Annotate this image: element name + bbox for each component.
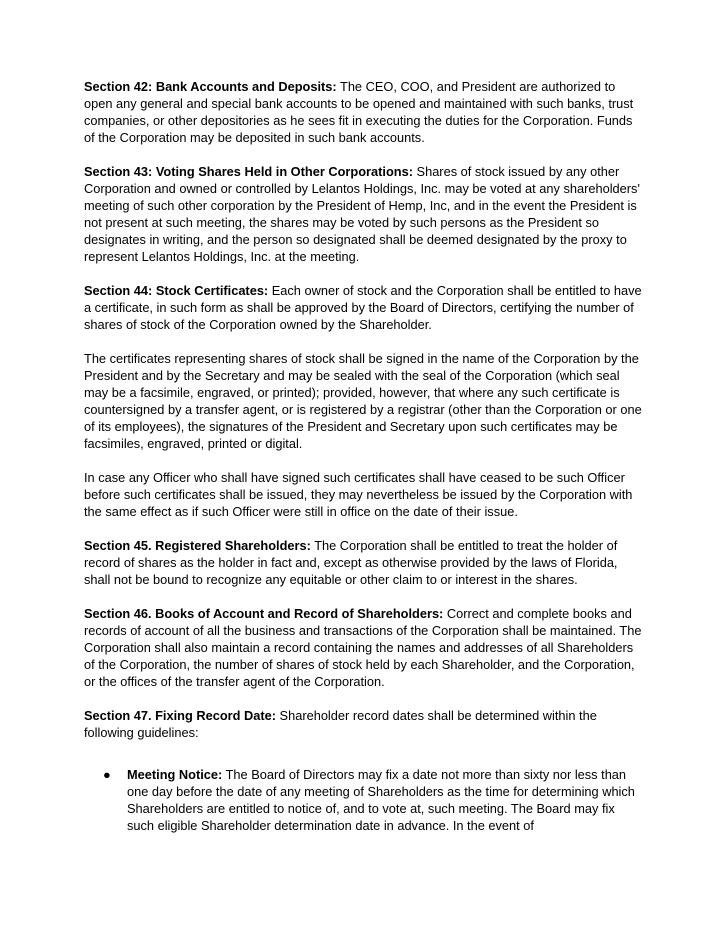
section-44-paragraph (84, 282, 644, 333)
section-45-text: The Corporation shall be entitled to treat the holder of record of shares as the holder in fact and, except as otherwise provided by the laws of Florida, shall not be bound to recognize any equitable or other claim to or interest in the shares. (84, 538, 618, 587)
section-43-paragraph (84, 163, 644, 265)
section-43-heading: Section 43: Voting Shares Held in Other Corporations: (84, 164, 413, 179)
section-47-paragraph (84, 707, 644, 741)
section-46-heading: Section 46. Books of Account and Record of Shareholders: (84, 606, 444, 621)
section-46-paragraph (84, 605, 644, 690)
section-46-text: Correct and complete books and records of account of all the business and transactions of the Corporation shall be maintained. The Corporation shall also maintain a record containing the names and addresses of all Shareholders of the Corporation, the number of shares of stock held by each Shareholder, and the Corporation, or the offices of the transfer agent of the Corporation. (84, 606, 642, 689)
document-page (84, 78, 644, 834)
meeting-notice-text: The Board of Directors may fix a date not more than sixty nor less than one day before the date of any meeting of Shareholders as the time for determining which Shareholders are entitled to notice of, and to vote at, such meeting. The Board may fix such eligible Shareholder determination date in advance. In the event of (127, 767, 635, 833)
bullet-list (84, 766, 644, 834)
section-42-text: The CEO, COO, and President are authorized to open any general and special bank accounts to be opened and maintained with such banks, trust companies, or other depositories as he sees fit in executing the duties for the Corporation. Funds of the Corporation may be deposited in such bank accounts. (84, 79, 634, 145)
meeting-notice-heading: Meeting Notice: (127, 767, 223, 782)
section-44-text: Each owner of stock and the Corporation shall be entitled to have a certificate, in such form as shall be approved by the Board of Directors, certifying the number of shares of stock of the Corporation owned by the Shareholder. (84, 283, 642, 332)
list-item (84, 766, 644, 834)
section-44-heading: Section 44: Stock Certificates: (84, 283, 269, 298)
section-47-heading: Section 47. Fixing Record Date: (84, 708, 276, 723)
section-43-text: Shares of stock issued by any other Corporation and owned or controlled by Lelantos Holdings, Inc. may be voted at any shareholders' meeting of such other corporation by the President of Hemp, Inc, and in the event the President is not present at such meeting, the shares may be voted by such persons as the President so designates in writing, and the person so designated shall be deemed designated by the proxy to represent Lelantos Holdings, Inc. at the meeting. (84, 164, 640, 264)
section-44-certificates-paragraph: The certificates representing shares of stock shall be signed in the name of the Corporation by the President and by the Secretary and may be sealed with the seal of the Corporation (which seal may be a facsimile, engraved, or printed); provided, however, that where any such certificate is countersigned by a transfer agent, or is registered by a registrar (other than the Corporation or one of its employees), the signatures of the President and Secretary upon such certificates may be facsimiles, engraved, printed or digital. (84, 351, 642, 451)
bullet-marker: ● (103, 767, 111, 782)
section-44-officer-paragraph: In case any Officer who shall have signed such certificates shall have ceased to be such Officer before such certificates shall be issued, they may nevertheless be issued by the Corporation with the same effect as if such Officer were still in office on the date of their issue. (84, 470, 633, 519)
section-42-paragraph (84, 78, 644, 146)
section-47-text: Shareholder record dates shall be determined within the following guidelines: (84, 708, 597, 740)
section-45-heading: Section 45. Registered Shareholders: (84, 538, 311, 553)
section-45-paragraph (84, 537, 644, 588)
section-42-heading: Section 42: Bank Accounts and Deposits: (84, 79, 337, 94)
